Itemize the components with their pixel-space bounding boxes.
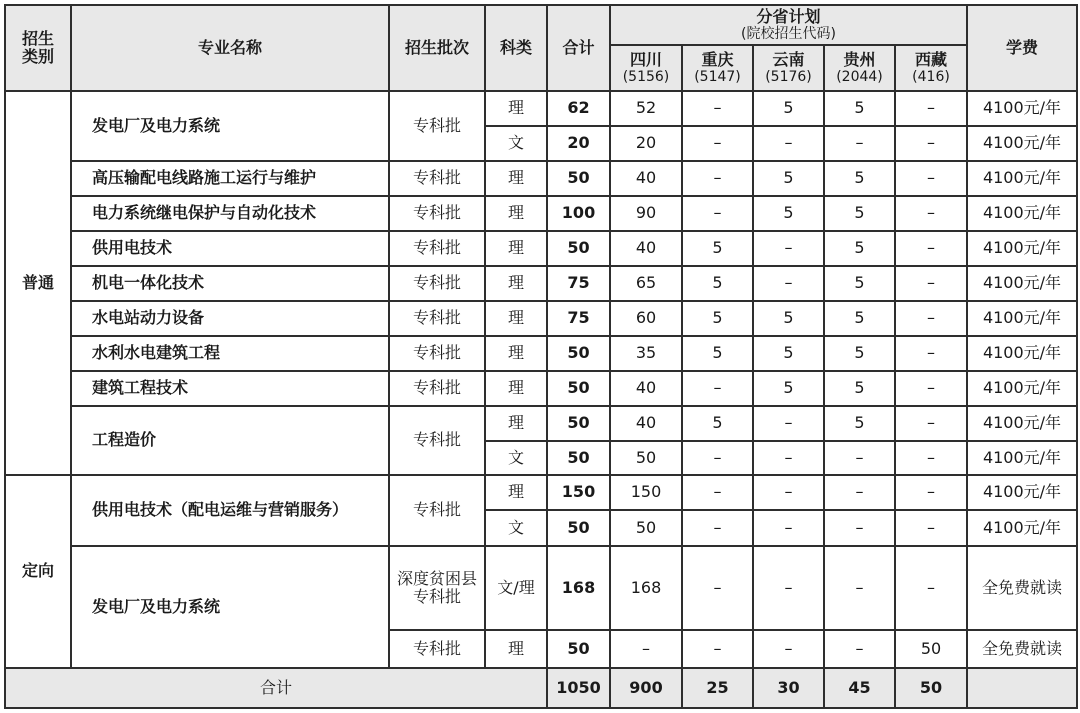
- province-value: 5: [753, 371, 824, 406]
- batch-cell: 专科批: [389, 231, 485, 266]
- batch-cell: 专科批: [389, 161, 485, 196]
- province-value: –: [895, 475, 967, 510]
- fee-cell: 4100元/年: [967, 161, 1077, 196]
- province-value: –: [895, 196, 967, 231]
- province-value: 40: [610, 406, 682, 441]
- batch-cell: 专科批: [389, 301, 485, 336]
- subject-cell: 理: [485, 231, 547, 266]
- province-total: 30: [753, 668, 824, 708]
- batch-cell: 专科批: [389, 91, 485, 161]
- batch-cell: 深度贫困县 专科批: [389, 546, 485, 630]
- table-row: [5, 371, 1077, 406]
- table-row: [5, 336, 1077, 371]
- plan-title: 分省计划: [756, 6, 821, 26]
- total-cell: 75: [547, 301, 610, 336]
- province-value: 5: [682, 336, 753, 371]
- fee-cell: 4100元/年: [967, 91, 1077, 126]
- table-row: [5, 406, 1077, 441]
- table-row: [5, 161, 1077, 196]
- total-row: [5, 668, 1077, 708]
- province-value: –: [895, 301, 967, 336]
- province-value: –: [824, 475, 895, 510]
- province-value: –: [682, 475, 753, 510]
- province-value: 40: [610, 161, 682, 196]
- fee-cell: 4100元/年: [967, 126, 1077, 161]
- province-value: –: [895, 336, 967, 371]
- major-cell: 机电一体化技术: [71, 266, 389, 301]
- province-value: 5: [824, 91, 895, 126]
- fee-cell: 4100元/年: [967, 441, 1077, 475]
- province-value: 35: [610, 336, 682, 371]
- header-category: 招生 类别: [5, 5, 71, 91]
- total-cell: 50: [547, 161, 610, 196]
- total-cell: 168: [547, 546, 610, 630]
- province-value: –: [753, 126, 824, 161]
- batch-cell: 专科批: [389, 196, 485, 231]
- table-row: [5, 546, 1077, 630]
- province-value: –: [753, 546, 824, 630]
- header-province: 西藏 (416): [895, 45, 967, 91]
- province-value: 168: [610, 546, 682, 630]
- plan-subtitle: (院校招生代码): [741, 26, 836, 43]
- province-value: 65: [610, 266, 682, 301]
- header-major: 专业名称: [71, 5, 389, 91]
- province-value: –: [895, 406, 967, 441]
- province-value: –: [753, 475, 824, 510]
- fee-cell: 4100元/年: [967, 196, 1077, 231]
- table-row: [5, 475, 1077, 510]
- subject-cell: 文: [485, 510, 547, 546]
- province-value: –: [682, 126, 753, 161]
- province-value: –: [824, 126, 895, 161]
- province-total: 45: [824, 668, 895, 708]
- major-cell: 建筑工程技术: [71, 371, 389, 406]
- header-fee: 学费: [967, 5, 1077, 91]
- province-value: 5: [753, 196, 824, 231]
- province-value: –: [753, 231, 824, 266]
- province-value: –: [682, 371, 753, 406]
- province-value: 50: [895, 630, 967, 668]
- batch-cell: 专科批: [389, 406, 485, 475]
- subject-cell: 理: [485, 91, 547, 126]
- header-batch: 招生批次: [389, 5, 485, 91]
- province-value: 20: [610, 126, 682, 161]
- province-value: 50: [610, 441, 682, 475]
- province-value: 5: [682, 301, 753, 336]
- province-value: 5: [753, 301, 824, 336]
- province-value: 90: [610, 196, 682, 231]
- province-value: 5: [824, 266, 895, 301]
- fee-cell: 全免费就读: [967, 546, 1077, 630]
- header-province: 四川 (5156): [610, 45, 682, 91]
- province-value: –: [753, 266, 824, 301]
- major-cell: 高压输配电线路施工运行与维护: [71, 161, 389, 196]
- province-value: –: [753, 441, 824, 475]
- province-value: 5: [824, 161, 895, 196]
- subject-cell: 文: [485, 126, 547, 161]
- fee-cell: 全免费就读: [967, 630, 1077, 668]
- batch-cell: 专科批: [389, 336, 485, 371]
- province-value: –: [895, 546, 967, 630]
- province-value: –: [895, 126, 967, 161]
- province-value: –: [610, 630, 682, 668]
- province-value: –: [895, 91, 967, 126]
- major-cell: 供用电技术（配电运维与营销服务）: [71, 475, 389, 546]
- fee-cell: 4100元/年: [967, 406, 1077, 441]
- province-value: –: [753, 510, 824, 546]
- province-value: 5: [682, 406, 753, 441]
- major-cell: 水电站动力设备: [71, 301, 389, 336]
- province-value: –: [682, 91, 753, 126]
- subject-cell: 理: [485, 371, 547, 406]
- total-cell: 50: [547, 630, 610, 668]
- header-province: 贵州 (2044): [824, 45, 895, 91]
- province-value: 60: [610, 301, 682, 336]
- province-value: –: [824, 546, 895, 630]
- total-cell: 62: [547, 91, 610, 126]
- subject-cell: 理: [485, 630, 547, 668]
- total-cell: 150: [547, 475, 610, 510]
- total-cell: 50: [547, 510, 610, 546]
- enrollment-plan-table: [4, 4, 1078, 709]
- table-row: [5, 91, 1077, 126]
- province-value: –: [753, 406, 824, 441]
- province-value: 5: [824, 336, 895, 371]
- total-cell: 75: [547, 266, 610, 301]
- subject-cell: 理: [485, 161, 547, 196]
- category-cell: 普通: [5, 91, 71, 475]
- total-cell: 100: [547, 196, 610, 231]
- total-cell: 20: [547, 126, 610, 161]
- province-value: 5: [824, 301, 895, 336]
- province-value: 5: [753, 91, 824, 126]
- major-cell: 电力系统继电保护与自动化技术: [71, 196, 389, 231]
- total-cell: 50: [547, 371, 610, 406]
- province-value: –: [895, 510, 967, 546]
- province-value: –: [682, 630, 753, 668]
- province-value: –: [824, 510, 895, 546]
- batch-cell: 专科批: [389, 630, 485, 668]
- subject-cell: 理: [485, 475, 547, 510]
- province-value: –: [824, 630, 895, 668]
- province-total: 50: [895, 668, 967, 708]
- subject-cell: 理: [485, 266, 547, 301]
- table-row: [5, 301, 1077, 336]
- province-value: –: [824, 441, 895, 475]
- province-value: 5: [824, 196, 895, 231]
- total-cell: 50: [547, 336, 610, 371]
- province-value: –: [895, 161, 967, 196]
- province-value: –: [895, 371, 967, 406]
- province-value: –: [682, 196, 753, 231]
- province-value: 50: [610, 510, 682, 546]
- header-province: 云南 (5176): [753, 45, 824, 91]
- header-total: 合计: [547, 5, 610, 91]
- fee-cell: 4100元/年: [967, 266, 1077, 301]
- province-value: –: [682, 510, 753, 546]
- province-value: –: [895, 441, 967, 475]
- province-value: 5: [682, 266, 753, 301]
- grand-total: 1050: [547, 668, 610, 708]
- fee-cell: 4100元/年: [967, 336, 1077, 371]
- total-cell: 50: [547, 231, 610, 266]
- batch-cell: 专科批: [389, 266, 485, 301]
- major-cell: 水利水电建筑工程: [71, 336, 389, 371]
- major-cell: 发电厂及电力系统: [71, 546, 389, 668]
- province-value: 5: [753, 161, 824, 196]
- total-row-label: 合计: [5, 668, 547, 708]
- batch-cell: 专科批: [389, 475, 485, 546]
- subject-cell: 文/理: [485, 546, 547, 630]
- province-value: –: [895, 266, 967, 301]
- major-cell: 供用电技术: [71, 231, 389, 266]
- province-total: 25: [682, 668, 753, 708]
- province-value: 150: [610, 475, 682, 510]
- batch-cell: 专科批: [389, 371, 485, 406]
- subject-cell: 文: [485, 441, 547, 475]
- fee-cell: 4100元/年: [967, 475, 1077, 510]
- province-value: 52: [610, 91, 682, 126]
- province-value: 40: [610, 371, 682, 406]
- fee-cell: 4100元/年: [967, 510, 1077, 546]
- province-value: 5: [824, 406, 895, 441]
- province-value: –: [895, 231, 967, 266]
- fee-cell: 4100元/年: [967, 371, 1077, 406]
- header-subject: 科类: [485, 5, 547, 91]
- province-value: 5: [824, 371, 895, 406]
- total-row-fee: [967, 668, 1077, 708]
- province-value: 40: [610, 231, 682, 266]
- table-row: [5, 196, 1077, 231]
- subject-cell: 理: [485, 336, 547, 371]
- table-row: [5, 266, 1077, 301]
- province-value: –: [682, 441, 753, 475]
- province-value: 5: [682, 231, 753, 266]
- subject-cell: 理: [485, 406, 547, 441]
- header-province: 重庆 (5147): [682, 45, 753, 91]
- header-provincial-plan: [610, 5, 967, 45]
- major-cell: 工程造价: [71, 406, 389, 475]
- province-value: 5: [753, 336, 824, 371]
- subject-cell: 理: [485, 301, 547, 336]
- enrollment-plan-table-wrapper: [4, 4, 1078, 709]
- total-cell: 50: [547, 441, 610, 475]
- category-cell: 定向: [5, 475, 71, 668]
- province-value: –: [682, 546, 753, 630]
- fee-cell: 4100元/年: [967, 301, 1077, 336]
- major-cell: 发电厂及电力系统: [71, 91, 389, 161]
- header-row-1: [5, 5, 1077, 45]
- total-cell: 50: [547, 406, 610, 441]
- province-total: 900: [610, 668, 682, 708]
- province-value: –: [753, 630, 824, 668]
- table-row: [5, 231, 1077, 266]
- fee-cell: 4100元/年: [967, 231, 1077, 266]
- province-value: –: [682, 161, 753, 196]
- subject-cell: 理: [485, 196, 547, 231]
- province-value: 5: [824, 231, 895, 266]
